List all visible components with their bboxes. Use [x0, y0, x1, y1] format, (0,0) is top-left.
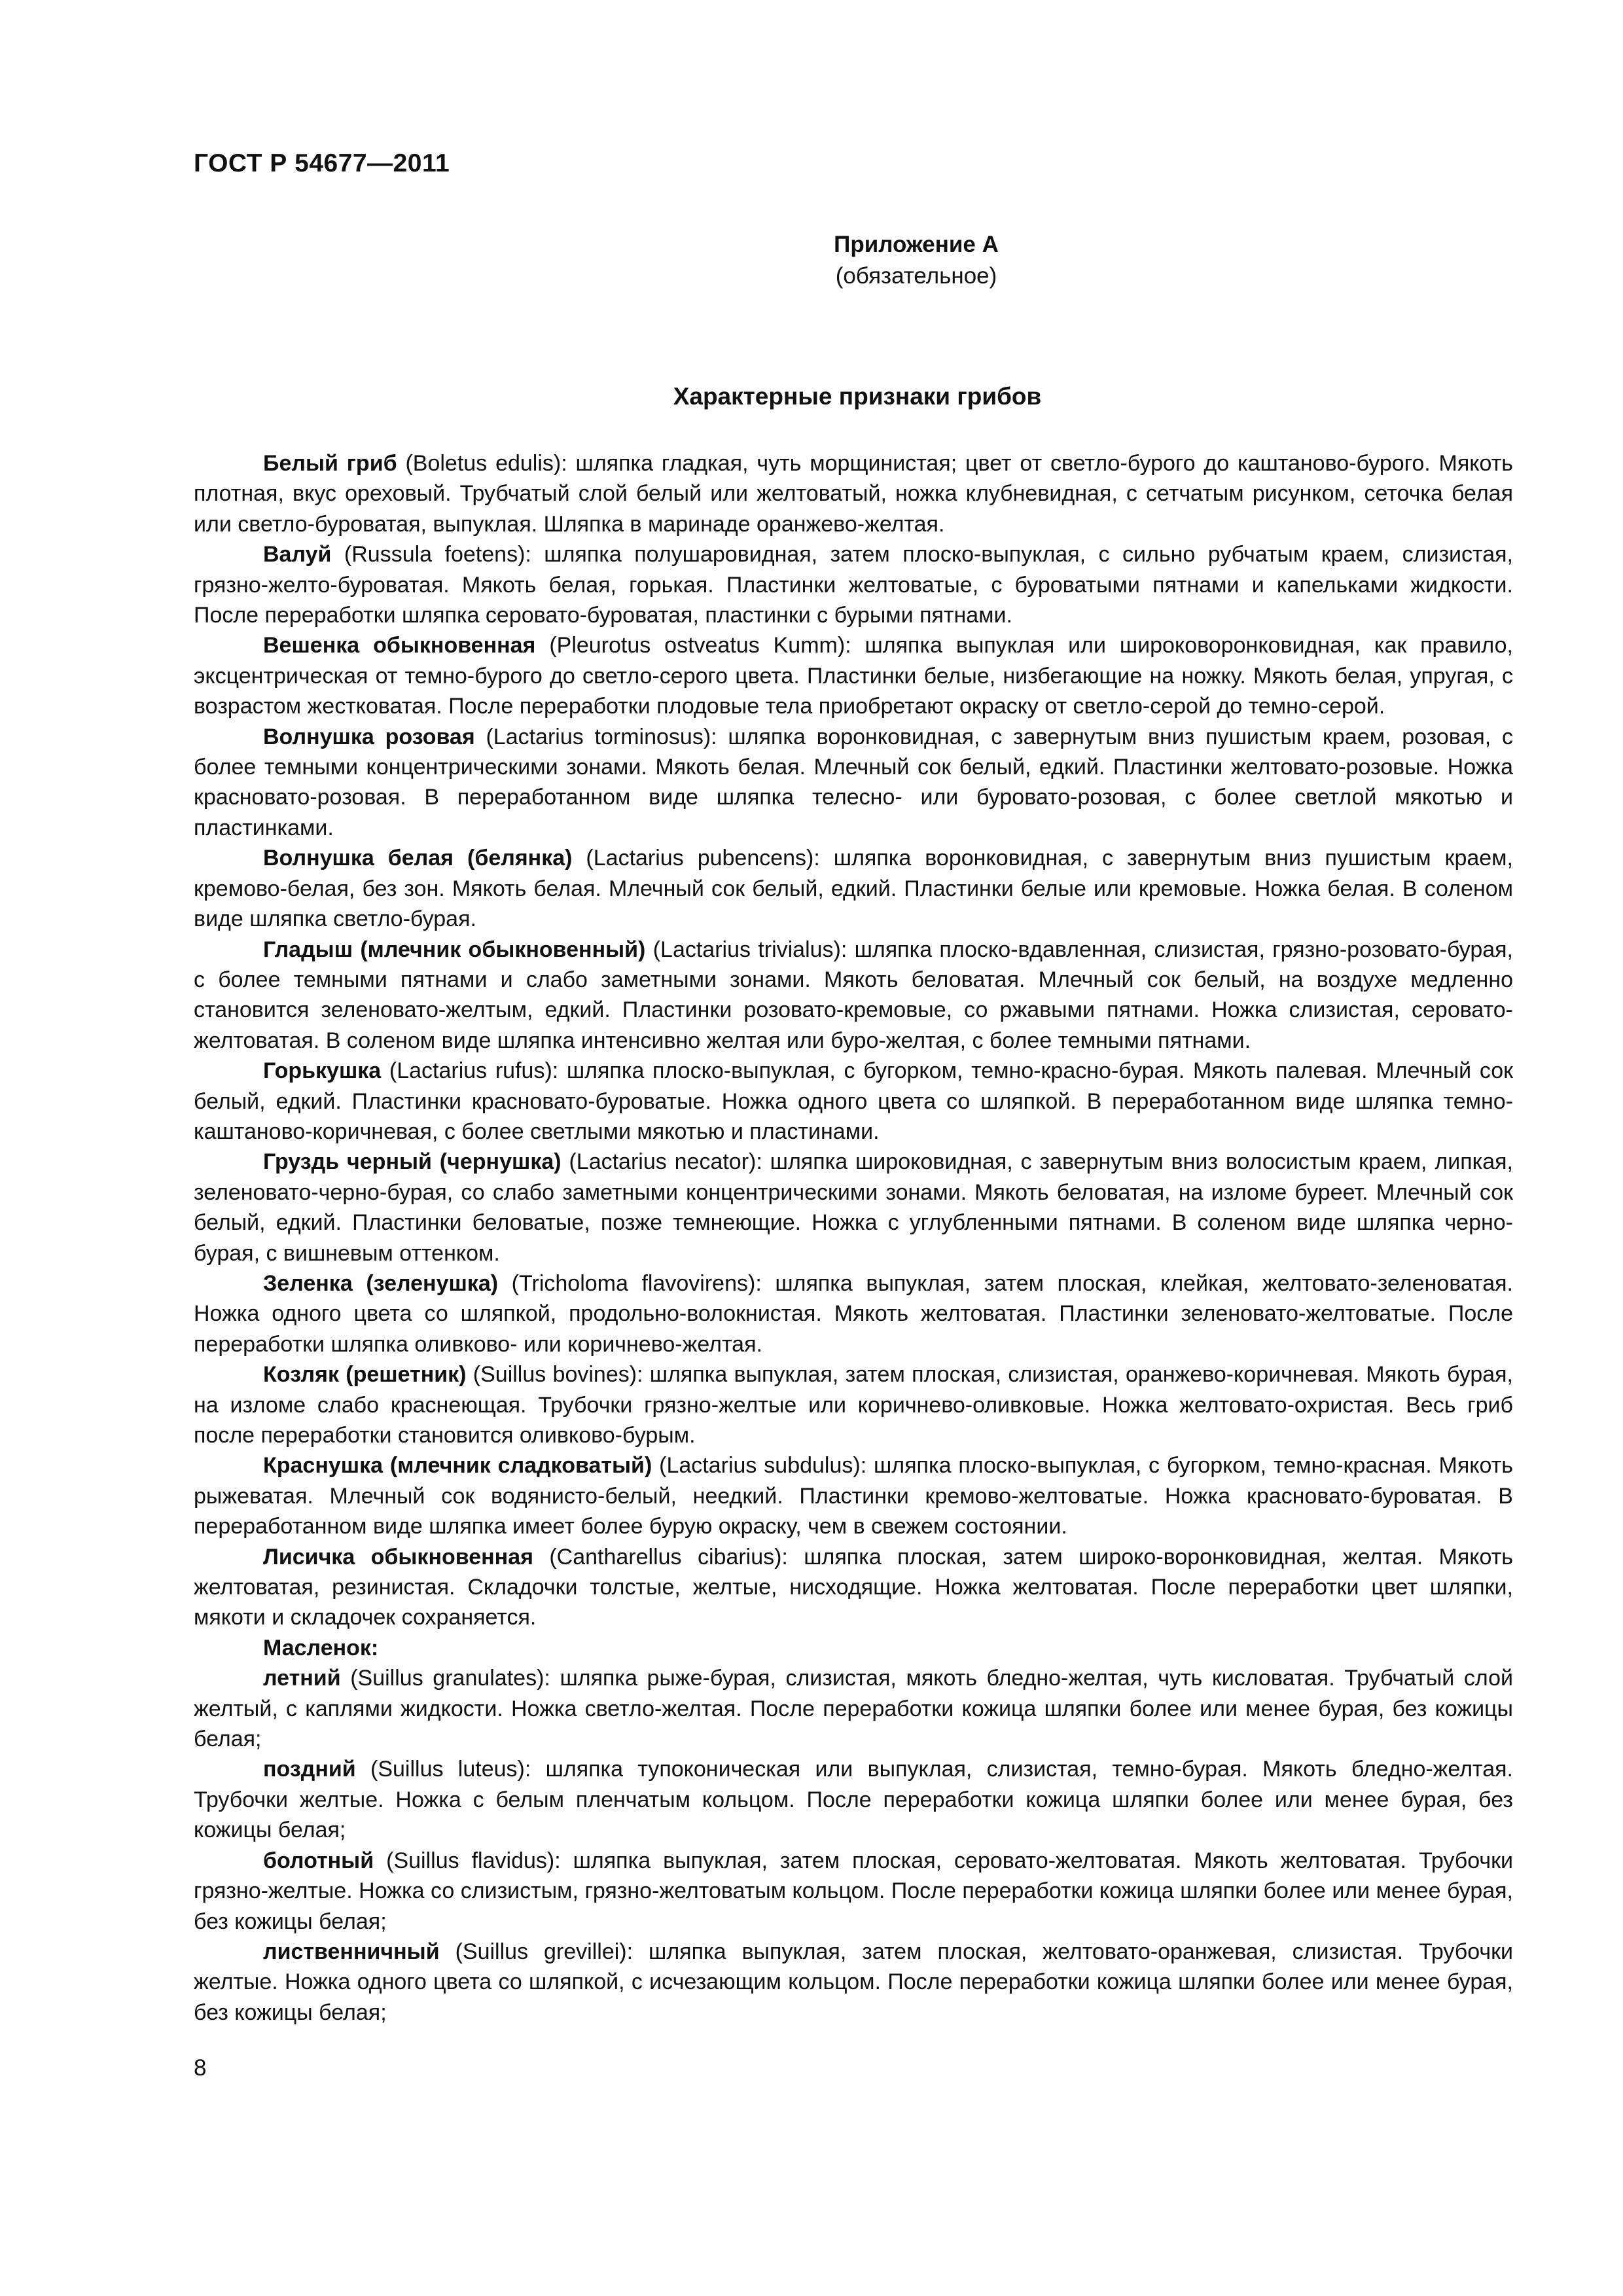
paragraph-valuy [194, 539, 1513, 630]
paragraph-veshenka [194, 630, 1513, 721]
description: (Suillus granulates): шляпка рыже-бурая, слизистая, мякоть бледно-желтая, чуть кисловатая. Трубчатый слой желтый, с каплями жидкости. Ножка светло-желтая. После переработки кожица шляпки более или менее бурая, без кожицы белая; [194, 1666, 1513, 1752]
term: болотный [263, 1848, 374, 1873]
description: (Lactarius pubencens): шляпка воронковидная, с завернутым вниз пушистым краем, кремово-белая, без зон. Мякоть белая. Млечный сок белый, едкий. Пластинки белые или кремовые. Ножка белая. В соленом виде шляпка светло-бурая. [194, 846, 1513, 932]
description: (Lactarius trivialus): шляпка плоско-вдавленная, слизистая, грязно-розовато-бурая, с более темными пятнами и слабо заметными зонами. Мякоть беловатая. Млечный сок белый, на воздухе медленно становится зеленовато-желтым, едкий. Пластинки розовато-кремовые, со ржавыми пятнами. Ножка слизистая, серовато-желтоватая. В соленом виде шляпка интенсивно желтая или буро-желтая, с более темными пятнами. [194, 937, 1514, 1053]
paragraph-zelenka [194, 1268, 1513, 1359]
paragraph-maslenok-summer [194, 1663, 1513, 1754]
paragraph-volnushka-white [194, 843, 1513, 934]
term: Белый гриб [263, 451, 397, 476]
description: (Lactarius subdulus): шляпка плоско-выпуклая, с бугорком, темно-красная. Мякоть рыжеватая. Млечный сок водянисто-белый, неедкий. Пластинки кремово-желтоватые. Ножка красновато-буроватая. В переработанном виде шляпка имеет более бурую окраску, чем в свежем состоянии. [194, 1453, 1513, 1539]
description: (Suillus grevillei): шляпка выпуклая, затем плоская, желтовато-оранжевая, слизистая. Трубочки желтые. Ножка одного цвета со шляпкой, с исчезающим кольцом. После переработки кожица шляпки более или менее бурая, без кожицы белая; [194, 1939, 1513, 2025]
paragraph-gladysh [194, 935, 1513, 1056]
description: (Russula foetens): шляпка полушаровидная, затем плоско-выпуклая, с сильно рубчатым краем, слизистая, грязно-желто-буроватая. Мякоть белая, горькая. Пластинки желтоватые, с буроватыми пятнами и капельками жидкости. После переработки шляпка серовато-буроватая, пластинки с бурыми пятнами. [194, 542, 1513, 628]
paragraph-volnushka-pink [194, 722, 1513, 844]
term: Масленок: [263, 1635, 379, 1660]
paragraph-maslenok-late [194, 1754, 1513, 1845]
description: (Suillus flavidus): шляпка выпуклая, затем плоская, серовато-желтоватая. Мякоть желтоватая. Трубочки грязно-желтые. Ножка со слизистым, грязно-желтоватым кольцом. После переработки кожица шляпки более или менее бурая, без кожицы белая; [194, 1848, 1513, 1934]
appendix-label: Приложение А [834, 232, 999, 257]
document-body [194, 448, 1513, 2028]
description: (Suillus luteus): шляпка тупоконическая или выпуклая, слизистая, темно-бурая. Мякоть бледно-желтая. Трубочки желтые. Ножка с белым пленчатым кольцом. После переработки кожица шляпки более или менее бурая, без кожицы белая; [194, 1757, 1513, 1843]
paragraph-white-mushroom [194, 448, 1513, 539]
paragraph-gorkushka [194, 1056, 1513, 1147]
description: (Boletus edulis): шляпка гладкая, чуть морщинистая; цвет от светло-бурого до каштаново-бурого. Мякоть плотная, вкус ореховый. Трубчатый слой белый или желтоватый, ножка клубневидная, с сетчатым рисунком, сеточка белая или светло-буроватая, выпуклая. Шляпка в маринаде оранжево-желтая. [194, 451, 1513, 537]
paragraph-lisichka [194, 1542, 1513, 1633]
term: лиственничный [263, 1939, 440, 1964]
term: поздний [263, 1757, 356, 1782]
description: (Lactarius torminosus): шляпка воронковидная, с завернутым вниз пушистым краем, розовая, с более темными концентрическими зонами. Мякоть белая. Млечный сок белый, едкий. Пластинки желтовато-розовые. Ножка красновато-розовая. В переработанном виде шляпка телесно- или буровато-розовая, с более светлой мякотью и пластинками. [194, 724, 1514, 840]
term: Горькушка [263, 1058, 382, 1084]
term: Козляк (решетник) [263, 1362, 467, 1388]
term: Вешенка обыкновенная [263, 633, 536, 658]
term: Гладыш (млечник обыкновенный) [263, 937, 646, 962]
paragraph-maslenok-swamp [194, 1846, 1513, 1937]
description: (Lactarius rufus): шляпка плоско-выпуклая, с бугорком, темно-красно-бурая. Мякоть палевая. Млечный сок белый, едкий. Пластинки красновато-буроватые. Ножка одного цвета со шляпкой. В переработанном виде шляпка темно-каштаново-коричневая, с более светлыми мякотью и пластинами. [194, 1058, 1513, 1144]
paragraph-maslenok-heading [194, 1633, 1513, 1663]
term: летний [263, 1666, 341, 1691]
description: (Suillus bovines): шляпка выпуклая, затем плоская, слизистая, оранжево-коричневая. Мякоть бурая, на изломе слабо краснеющая. Трубочки грязно-желтые или коричнево-оливковые. Ножка желтовато-охристая. Весь гриб после переработки становится оливково-бурым. [194, 1362, 1513, 1448]
paragraph-maslenok-larch [194, 1937, 1513, 2028]
term: Краснушка (млечник сладковатый) [263, 1453, 652, 1479]
document-header: ГОСТ Р 54677—2011 [194, 149, 450, 177]
term: Груздь черный (чернушка) [263, 1149, 562, 1175]
description: (Tricholoma flavovirens): шляпка выпуклая, затем плоская, клейкая, желтовато-зеленоватая. Ножка одного цвета со шляпкой, продольно-волокнистая. Мякоть желтоватая. Пластинки зеленовато-желтоватые. После переработки шляпка оливково- или коричнево-желтая. [194, 1270, 1513, 1357]
description: (Pleurotus ostveatus Kumm): шляпка выпуклая или широковоронковидная, как правило, эксцентрическая от темно-бурого до светло-серого цвета. Пластинки белые, низбегающие на ножку. Мякоть белая, упругая, с возрастом жестковатая. После переработки плодовые тела приобретают окраску от светло-серой до темно-серой. [194, 633, 1513, 719]
paragraph-gruzd-black [194, 1147, 1513, 1268]
appendix-type: (обязательное) [835, 263, 997, 289]
description: (Lactarius necator): шляпка широковидная, с завернутым вниз волосистым краем, липкая, зеленовато-черно-бурая, со слабо заметными концентрическими зонами. Мякоть беловатая, на изломе буреет. Млечный сок белый, едкий. Пластинки беловатые, позже темнеющие. Ножка с углубленными пятнами. В соленом виде шляпка черно-бурая, с вишневым оттенком. [194, 1149, 1513, 1266]
term: Лисичка обыкновенная [263, 1544, 533, 1570]
description: (Cantharellus cibarius): шляпка плоская, затем широко-воронковидная, желтая. Мякоть желтоватая, резинистая. Складочки толстые, желтые, нисходящие. Ножка желтоватая. После переработки цвет шляпки, мякоти и складочек сохраняется. [194, 1544, 1513, 1630]
term: Волнушка белая (белянка) [263, 846, 573, 871]
term: Валуй [263, 542, 332, 567]
page-number: 8 [194, 2055, 207, 2081]
paragraph-krasnushka [194, 1450, 1513, 1541]
section-title: Характерные признаки грибов [673, 383, 1042, 410]
term: Волнушка розовая [263, 724, 475, 749]
paragraph-kozlyak [194, 1359, 1513, 1450]
term: Зеленка (зеленушка) [263, 1270, 499, 1296]
appendix-block [746, 229, 1086, 292]
